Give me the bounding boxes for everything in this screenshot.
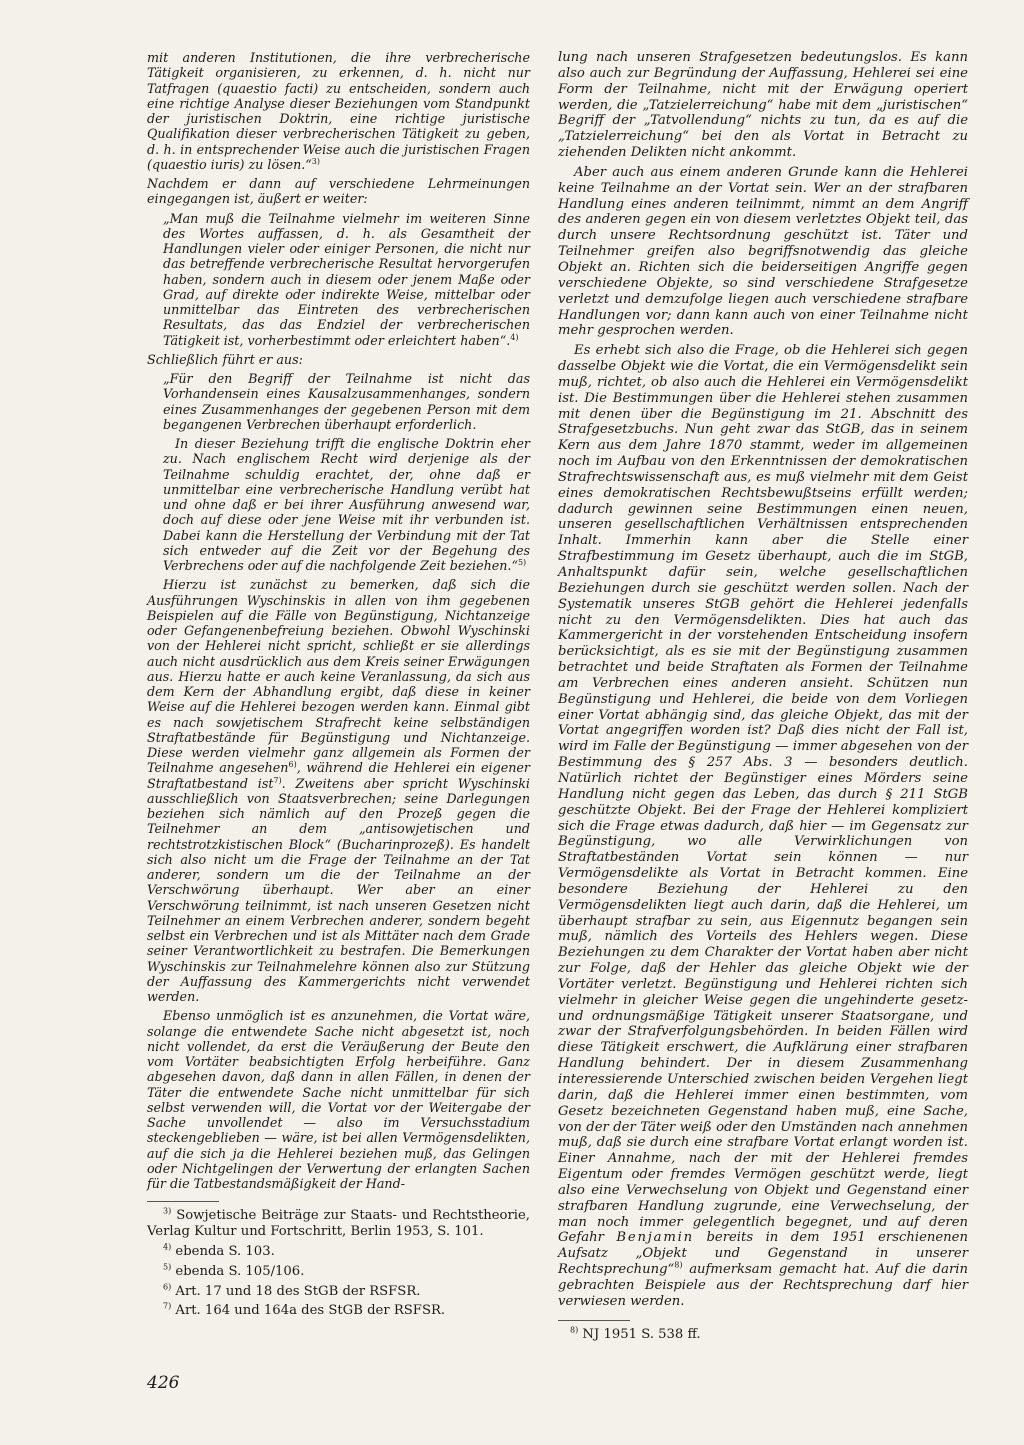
footnote: $^{3)}$ Sowjetische Beiträge zur Staats- und Rechtstheorie, Verlag Kultur und Fortschritt, Berlin 1953, S. 101. — [147, 1206, 530, 1240]
page-number: 426 — [147, 1373, 180, 1393]
footnote-divider — [558, 1320, 630, 1321]
footnote-ref: 6) — [288, 760, 297, 770]
paragraph: Schließlich führt er aus: — [147, 351, 303, 367]
left-column — [147, 50, 530, 1323]
footnote-ref: 5) — [517, 557, 527, 567]
right-column — [558, 50, 968, 1347]
footnote-divider — [147, 1201, 219, 1202]
paragraph: Es erhebt sich also die Frage, ob die Hehlerei sich gegen dasselbe Objekt wie die Vortat, die ein Vermögensdelikt sein muß, richtet, ob also auch die Hehlerei ein Vermögensdelikt ist. Die Bestimmungen über die Hehlerei stehen zusammen mit denen über die Begünstigung im 21. Abschnitt des Strafgesetzbuchs. Nun geht zwar das StGB, das in seinem Kern aus dem Jahre 1870 stammt, weder im allgemeinen noch im Aufbau von den Erkenntnissen der demokratischen Strafrechtswissenschaft aus, es muß vielmehr mit dem Geist eines demokratischen Rechtsbewußtseins erfüllt werden; dadurch gewinnen seine Bestimmungen einen neuen, unseren gesellschaftlichen Verhältnissen entsprechenden Inhalt. Immerhin kann aber die Stelle einer Strafbestimmung im Gesetz überhaupt, auch die im StGB, Anhaltspunkt dafür sein, welche gesellschaftlichen Beziehungen durch sie geschützt werden sollen. Nach der Systematik unseres StGB gehört die Hehlerei jedenfalls nicht zu den Vermögensdelikten. Dies hat auch das Kammergericht in der vorstehenden Entscheidung insofern berücksichtigt, als es sie mit der Begünstigung zusammen betrachtet und beide Straftaten als Formen der Teilnahme am Verbrechen eines anderen ansieht. Schützen nun Begünstigung und Hehlerei, die beide von dem Vorliegen einer Vortat abhängig sind, das gleiche Objekt, das mit der Vortat angegriffen worden ist? Daß dies nicht der Fall ist, wird im Falle der Begünstigung — immer abgesehen von der Bestimmung des § 257 Abs. 3 — besonders deutlich. Natürlich richtet der Begünstiger eines Mörders seine Handlung nicht gegen das Leben, das durch § 211 StGB geschützte Objekt. Bei der Frage der Hehlerei kompliziert sich die Frage etwas dadurch, daß hier — im Gegensatz zur Begünstigung, wo alle Verwirklichungen von Straftatbeständen Vortat sein können — nur Vermögensdelikte als Vortat in Betracht kommen. Eine besondere Beziehung der Hehlerei zu den Vermögensdelikten liegt auch darin, daß die Hehlerei, um überhaupt strafbar zu sein, aus Eigennutz begangen sein muß, nämlich des Vorteils des Hehlers wegen. Diese Beziehungen zu dem Charakter der Vortat haben aber nicht zur Folge, daß der Hehler das gleiche Objekt wie der Vortäter verletzt. Begünstigung und Hehlerei richten sich vielmehr in gleicher Weise gegen die ungehinderte gesetz- und ordnungsmäßige Tätigkeit unserer Staatsorgane, und zwar der Strafverfolgungsbehörden. In beiden Fällen wird diese Tätigkeit erschwert, die Aufklärung einer strafbaren Handlung behindert. Der in diesem Zusammenhang interessierende Unterschied zwischen beiden Vergehen liegt darin, daß die Hehlerei immer einen bestimmten, vom Gesetz bezeichneten Gegenstand haben muß, eine Sache, von der der Täter weiß oder den Umständen nach annehmen muß, daß sie durch eine strafbare Vortat erlangt worden ist. Einer Annahme, nach der mit der Hehlerei fremdes Eigentum oder fremdes Vermögen geschützt werde, liegt also eine Verwechselung von Objekt und Gegenstand einer strafbaren Handlung zugrunde, eine Verwechselung, der man noch immer gelegentlich begegnet, und auf deren Gefahr Benjamin bereits in dem 1951 erschienenen Aufsatz „Objekt und Gegenstand in unserer Rechtsprechung“$^{8)}$ aufmerksam gemacht hat. Auf die darin gebrachten Beispiele aus der Rechtsprechung darf hier verwiesen werden. — [558, 343, 968, 1309]
paragraph: Aber auch aus einem anderen Grunde kann die Hehlerei keine Teilnahme an der Vortat sein. Wer an der strafbaren Handlung eines anderen teilnimmt, nimmt an dem Angriff des anderen gegen ein von diesem verletztes Objekt teil, das durch unsere Rechtsordnung geschützt ist. Täter und Teilnehmer greifen also begriffsnotwendig das gleiche Objekt an. Richten sich die beiderseitigen Angriffe gegen verschiedene Objekte, so sind verschiedene Strafgesetze verletzt und demzufolge liegen auch verschiedene strafbare Handlungen vor; dann kann auch von einer Teilnahme nicht mehr gesprochen werden. — [558, 164, 968, 339]
footnote: $^{7)}$ Art. 164 und 164a des StGB der RSFSR. — [163, 1302, 446, 1319]
block-quote: „Für den Begriff der Teilnahme ist nicht das Vorhandensein eines Kausalzusammenhanges, sondern eines Zusammenhanges der gegebenen Person mit dem begangenen Verbrechen überhaupt erforderlich. — [163, 371, 530, 432]
footnote-ref: 8) — [674, 1260, 683, 1270]
paragraph: Hierzu ist zunächst zu bemerken, daß sich die Ausführungen Wyschinskis in allen von ihm gegebenen Beispielen auf die Fälle von Begünstigung, Nichtanzeige oder Gefangenenbefreiung beziehen. Obwohl Wyschinski von der Hehlerei nicht spricht, schließt er sie allerdings auch nicht ausdrücklich aus dem Kreis seiner Erwägungen aus. Hierzu hatte er auch keine Veranlassung, da sich aus dem Kern der Abhandlung ergibt, daß diese in keiner Weise auf die Hehlerei bezogen werden kann. Einmal gibt es nach sowjetischem Strafrecht keine selbständigen Straftatbestände für Begünstigung und Nichtanzeige. Diese werden vielmehr ganz allgemein als Formen der Teilnahme angesehen$^{6)}$, während die Hehlerei ein eigener Straftatbestand ist$^{7)}$. Zweitens aber spricht Wyschinski ausschließlich von Staatsverbrechen; seine Darlegungen beziehen sich nämlich auf den Prozeß gegen die Teilnehmer an dem „antisowjetischen und rechtstrotzkistischen Block“ (Bucharinprozeß). Es handelt sich also nicht um die Frage der Teilnahme an der Tat anderer, sondern um die der Teilnahme an der Verschwörung überhaupt. Wer aber an einer Verschwörung teilnimmt, ist nach unseren Gesetzen nicht Teilnehmer an einem Verbrechen anderer, sondern begeht selbst ein Verbrechen und ist als Mittäter nach dem Grade seiner Verantwortlichkeit zu bestrafen. Die Bemerkungen Wyschinskis zur Teilnahmelehre können also zur Stützung der Auffassung des Kammergerichts nicht verwendet werden. — [147, 577, 530, 1004]
paragraph: mit anderen Institutionen, die ihre verbrecherische Tätigkeit organisieren, zu erkennen, d. h. nicht nur Tatfragen (quaestio facti) zu entscheiden, sondern auch eine richtige Analyse dieser Beziehungen vom Standpunkt der juristischen Doktrin, eine richtige juristische Qualifikation dieser verbrecherischen Tätigkeit zu geben, d. h. in entsprechender Weise auch die juristischen Fragen (quaestio iuris) zu lösen.“$^{3)}$ — [147, 50, 530, 172]
footnote: $^{6)}$ Art. 17 und 18 des StGB der RSFSR. — [163, 1282, 421, 1299]
footnote: $^{5)}$ ebenda S. 105/106. — [163, 1262, 305, 1279]
footnote-ref: 3) — [311, 156, 321, 166]
paragraph: Ebenso unmöglich ist es anzunehmen, die Vortat wäre, solange die entwendete Sache nicht abgesetzt ist, noch nicht vollendet, da erst die Veräußerung der Beute den vom Vortäter beabsichtigten Erfolg herbeiführe. Ganz abgesehen davon, daß dann in allen Fällen, in denen der Täter die entwendete Sache nicht unmittelbar für sich selbst verwenden will, die Vortat vor der Weitergabe der Sache unvollendet — also im Versuchsstadium steckengeblieben — wäre, ist bei allen Vermögensdelikten, auf die sich ja die Hehlerei beziehen muß, das Gelingen oder Nichtgelingen der Verwertung der erlangten Sachen für die Tatbestandsmäßigkeit der Hand- — [147, 1008, 530, 1191]
block-quote: „Man muß die Teilnahme vielmehr im weiteren Sinne des Wortes auffassen, d. h. als Gesamtheit der Handlungen vieler oder einiger Personen, die nicht nur das betreffende verbrecherische Resultat hervorgerufen haben, sondern auch in diesem oder jenem Maße oder Grad, auf direkte oder indirekte Weise, mittelbar oder unmittelbar das Eintreten des verbrecherischen Resultats, das das Endziel der verbrecherischen Tätigkeit ist, vorherbestimmt oder erleichtert haben“.$^{4)}$ — [163, 210, 530, 348]
paragraph: Nachdem er dann auf verschiedene Lehrmeinungen eingegangen ist, äußert er weiter: — [147, 176, 530, 207]
footnote-ref: 4) — [510, 332, 519, 342]
paragraph: lung nach unseren Strafgesetzen bedeutungslos. Es kann also auch zur Begründung der Auffassung, Hehlerei sei eine Form der Teilnahme, nicht mit der Erwägung operiert werden, die „Tatzielerreichung“ habe mit dem „juristischen“ Begriff der „Tatvollendung“ nichts zu tun, da es auf die „Tatzielerreichung“ bei den als Vortat in Betracht zu ziehenden Delikten nicht ankommt. — [558, 50, 968, 161]
block-quote: In dieser Beziehung trifft die englische Doktrin eher zu. Nach englischem Recht wird derjenige als der Teilnahme schuldig erachtet, der, ohne daß er unmittelbar eine verbrecherische Handlung verübt hat und ohne daß er bei ihrer Ausführung anwesend war, doch auf diese oder jene Weise mit ihr verbunden ist. Dabei kann die Herstellung der Verbindung mit der Tat sich entweder auf die Zeit vor der Begehung des Verbrechens oder auf die nachfolgende Zeit beziehen.“$^{5)}$ — [163, 436, 530, 573]
footnote-ref: 7) — [273, 775, 282, 785]
author-name: Benjamin — [616, 1230, 694, 1246]
footnote: $^{8)}$ NJ 1951 S. 538 ff. — [570, 1325, 701, 1342]
footnote: $^{4)}$ ebenda S. 103. — [163, 1242, 275, 1259]
